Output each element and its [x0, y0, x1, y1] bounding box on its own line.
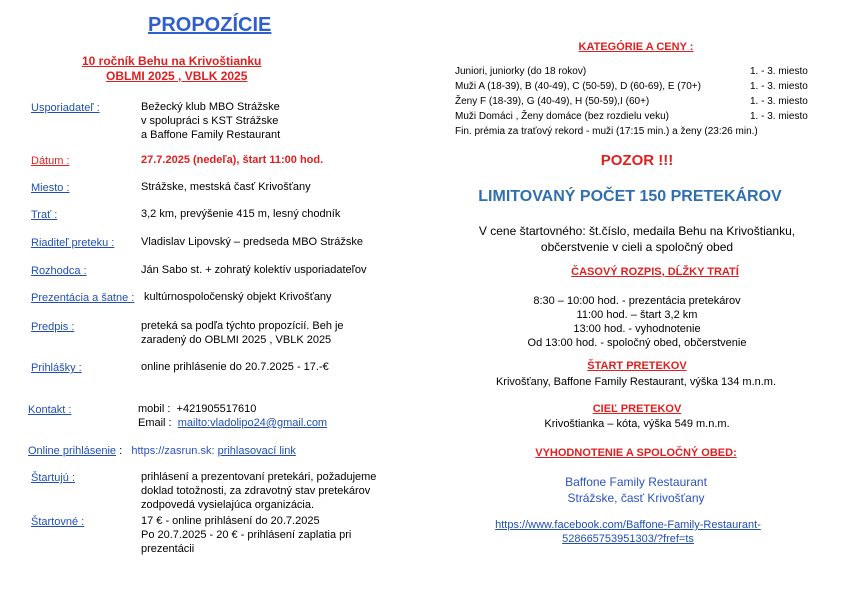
mobile-value: +421905517610	[176, 403, 257, 415]
finish-title: CIEĽ PRETEKOV	[592, 403, 682, 415]
limit-heading: LIMITOVANÝ POČET 150 PRETEKÁROV	[478, 188, 782, 205]
online-row	[28, 444, 296, 458]
starters-label: Štartujú :	[31, 472, 76, 484]
rules-line: preteká sa podľa týchto propozícií. Beh je	[141, 320, 344, 332]
starters-line: zodpovedá vysielajúca organizácia.	[141, 499, 315, 511]
presentation-label: Prezentácia a šatne :	[31, 292, 135, 304]
contact-mobile	[138, 402, 256, 416]
subtitle-line-1: 10 ročník Behu na Krivoštianku	[82, 54, 262, 68]
attention-heading: POZOR !!!	[600, 152, 674, 169]
start-title: ŠTART PRETEKOV	[587, 360, 687, 372]
record-bonus: Fin. prémia za traťový rekord - muži (17:15 min.) a ženy (23:26 min.)	[455, 126, 758, 137]
included-text	[479, 223, 795, 255]
category-prize: 1. - 3. miesto	[750, 111, 808, 122]
organizer-label: Usporiadateľ :	[31, 102, 100, 114]
category-row: Ženy F (18-39), G (40-49), H (50-59),I (60+)	[455, 96, 650, 107]
rules-line: zaradený do OBLMI 2025 , VBLK 2025	[141, 334, 332, 346]
category-prize: 1. - 3. miesto	[750, 66, 808, 77]
place-label: Miesto :	[31, 182, 70, 194]
start-value: Krivošťany, Baffone Family Restaurant, výška 134 m.n.m.	[495, 376, 777, 388]
contact-label: Kontakt :	[28, 404, 72, 416]
starters-value	[141, 470, 376, 512]
lunch-title: VYHODNOTENIE A SPOLOČNÝ OBED:	[535, 447, 737, 459]
schedule-item: 8:30 – 10:00 hod. - prezentácia pretekárov	[533, 295, 741, 307]
director-label: Riaditeľ preteku :	[31, 237, 115, 249]
referee-label: Rozhodca :	[31, 265, 87, 277]
included-line: občerstvenie v cieli a spoločný obed	[540, 240, 734, 254]
track-label: Trať :	[31, 209, 58, 221]
zasrun-url[interactable]: https://zasrun.sk:	[131, 445, 215, 457]
registration-link[interactable]: prihlasovací link	[217, 445, 296, 457]
online-label: Online prihlásenie	[28, 445, 117, 457]
date-value: 27.7.2025 (nedeľa), štart 11:00 hod.	[141, 154, 324, 166]
category-row: Muži A (18-39), B (40-49), C (50-59), D (60-69), E (70+)	[455, 81, 701, 92]
category-row: Juniori, juniorky (do 18 rokov)	[455, 66, 587, 77]
mobile-label: mobil :	[138, 403, 171, 415]
referee-value: Ján Sabo st. + zohratý kolektív usporiadateľov	[141, 264, 367, 276]
director-value: Vladislav Lipovský – predseda MBO Strážske	[141, 236, 363, 248]
place-value: Strážske, mestská časť Krivošťany	[141, 181, 311, 193]
lunch-line: Strážske, časť Krivošťany	[567, 491, 705, 505]
category-prize: 1. - 3. miesto	[750, 81, 808, 92]
track-value: 3,2 km, prevýšenie 415 m, lesný chodník	[141, 208, 341, 220]
schedule-item: 11:00 hod. – štart 3,2 km	[576, 309, 698, 321]
lunch-line: Baffone Family Restaurant	[565, 475, 707, 489]
applications-label: Prihlášky :	[31, 362, 82, 374]
categories-title: KATEGÓRIE A CENY :	[578, 41, 694, 53]
starters-line: doklad totožnosti, za zdravotný stav pretekárov	[141, 485, 371, 497]
email-label: Email :	[138, 417, 172, 429]
fee-line: 17 € - online prihlásení do 20.7.2025	[141, 515, 320, 527]
schedule-item: 13:00 hod. - vyhodnotenie	[573, 323, 701, 335]
facebook-link-line[interactable]: 528665753951303/?fref=ts	[562, 533, 694, 545]
page-title: PROPOZÍCIE	[148, 14, 272, 36]
starters-line: prihlásení a prezentovaní pretekári, požadujeme	[141, 471, 377, 483]
date-label: Dátum :	[31, 155, 70, 167]
organizer-line: v spolupráci s KST Strážske	[141, 115, 279, 127]
email-link[interactable]: mailto:vladolipo24@gmail.com	[177, 417, 328, 429]
contact-email	[138, 416, 327, 430]
fee-label: Štartovné :	[31, 516, 85, 528]
rules-value	[141, 319, 344, 347]
category-row: Muži Domáci , Ženy domáce (bez rozdielu veku)	[455, 111, 669, 122]
category-prize: 1. - 3. miesto	[750, 96, 808, 107]
schedule-title: ČASOVÝ ROZPIS, DĹŽKY TRATÍ	[571, 266, 739, 278]
organizer-value	[141, 100, 280, 142]
subtitle-line-2: OBLMI 2025 , VBLK 2025	[106, 69, 248, 83]
applications-value: online prihlásenie do 20.7.2025 - 17.-€	[141, 361, 329, 373]
online-colon: :	[119, 445, 123, 457]
organizer-line: Bežecký klub MBO Strážske	[141, 101, 280, 113]
fee-line: prezentácii	[141, 543, 195, 555]
fee-line: Po 20.7.2025 - 20 € - prihlásení zaplatia pri	[141, 529, 352, 541]
rules-label: Predpis :	[31, 321, 75, 333]
facebook-link[interactable]	[495, 518, 761, 546]
facebook-link-line[interactable]: https://www.facebook.com/Baffone-Family-Restaurant-	[495, 519, 761, 531]
schedule-list	[528, 294, 747, 350]
schedule-item: Od 13:00 hod. - spoločný obed, občerstvenie	[527, 337, 747, 349]
organizer-line: a Baffone Family Restaurant	[141, 129, 281, 141]
presentation-value: kultúrnospoločenský objekt Krivošťany	[144, 291, 332, 303]
fee-value	[141, 514, 351, 556]
included-line: V cene štartovného: št.číslo, medaila Behu na Krivoštianku,	[478, 224, 796, 238]
finish-value: Krivoštianka – kóta, výška 549 m.n.m.	[544, 418, 730, 430]
lunch-venue	[565, 474, 707, 506]
